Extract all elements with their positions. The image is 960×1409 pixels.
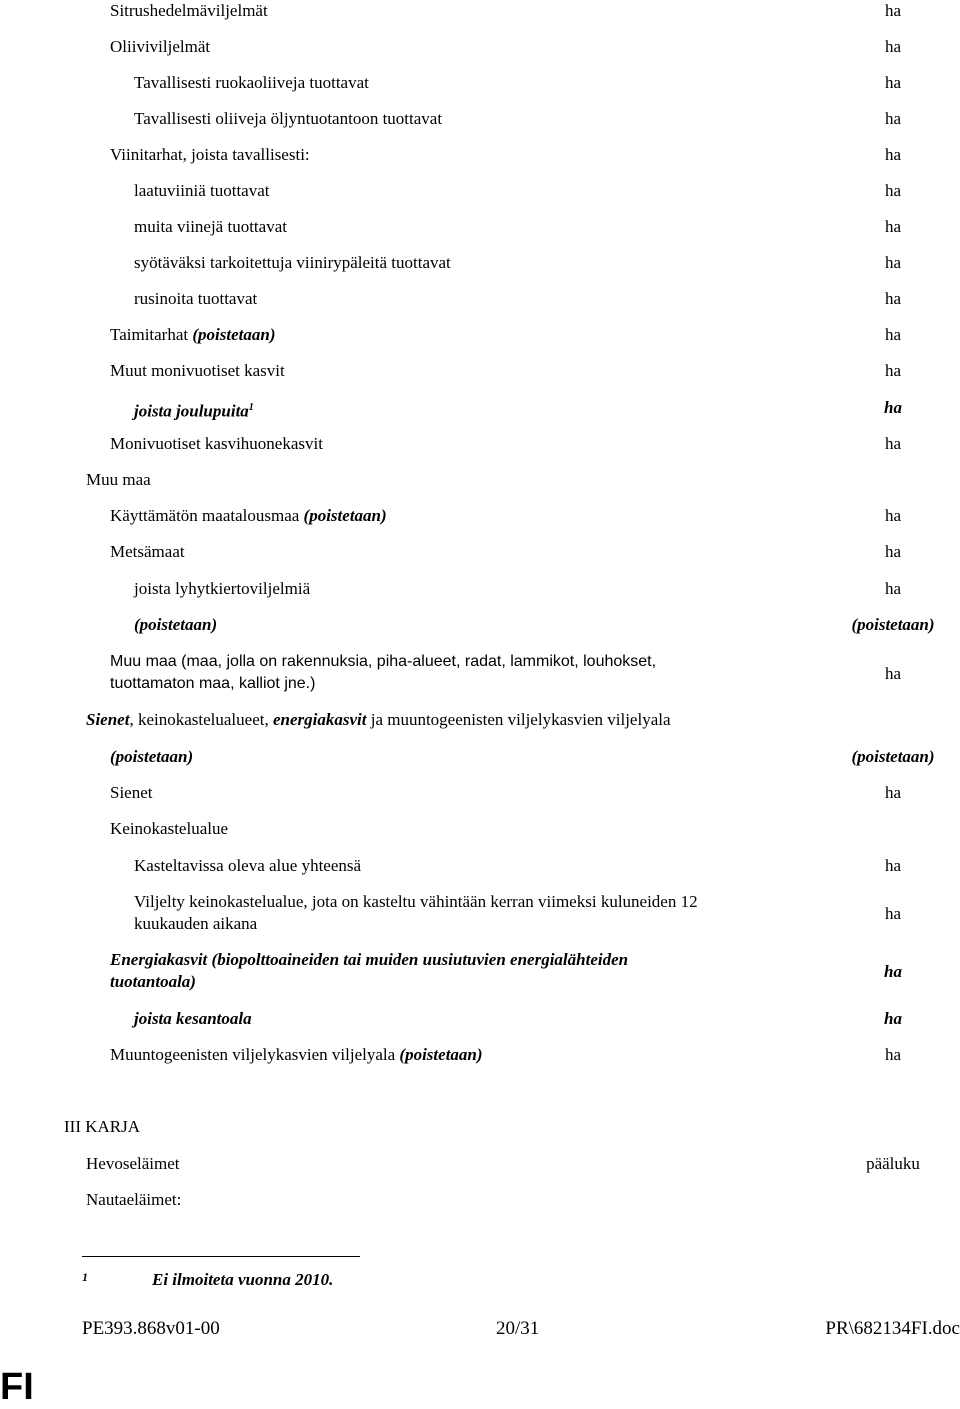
page-number: 20/31 [496, 1318, 540, 1339]
footnote-number: 1 [82, 1270, 88, 1284]
row-label: Oliiviviljelmät [110, 37, 211, 56]
group-heading [86, 709, 671, 731]
row-label: muita viinejä tuottavat [134, 217, 287, 236]
row-unit: ha [884, 253, 902, 272]
heading-part: ja muuntogeenisten viljelykasvien viljelyala [366, 710, 671, 729]
row-label-text: Muuntogeenisten viljelykasvien viljelyala [110, 1045, 396, 1064]
row-unit: ha [884, 542, 902, 561]
row-label: Muut monivuotiset kasvit [110, 361, 285, 380]
row-label [110, 1044, 483, 1066]
row-unit: ha [884, 398, 902, 417]
row-unit: pääluku [866, 1154, 920, 1173]
row-unit: ha [884, 1009, 902, 1028]
row-label: joista kesantoala [134, 1009, 252, 1028]
row-label [134, 397, 254, 423]
deleted-marker: (poistetaan) [303, 506, 387, 525]
row-unit: ha [884, 856, 902, 875]
footnote-ref: 1 [248, 402, 254, 413]
row-unit: ha [884, 434, 902, 453]
row-label: Metsämaat [110, 542, 185, 561]
row-unit: ha [884, 962, 902, 981]
footer-filename: PR\682134FI.doc [825, 1318, 960, 1339]
row-label [110, 324, 275, 346]
row-unit: ha [884, 325, 902, 344]
deleted-marker: (poistetaan) [110, 747, 194, 766]
row-unit: ha [884, 181, 902, 200]
deleted-marker: (poistetaan) [399, 1045, 483, 1064]
row-label [134, 891, 698, 935]
row-unit: ha [884, 289, 902, 308]
row-label-line1: Viljelty keinokastelualue, jota on kasteltu vähintään kerran viimeksi kuluneiden 12 [134, 892, 698, 911]
row-label: syötäväksi tarkoitettuja viinirypäleitä tuottavat [134, 253, 451, 272]
row-label-line1: Muu maa (maa, jolla on rakennuksia, piha-alueet, radat, lammikot, louhokset, [110, 653, 657, 670]
row-label-line2: kuukauden aikana [134, 914, 258, 933]
footer-reference: PE393.868v01-00 [82, 1318, 220, 1339]
row-label: Viinitarhat, joista tavallisesti: [110, 145, 310, 164]
deleted-marker: (poistetaan) [134, 615, 218, 634]
row-label: rusinoita tuottavat [134, 289, 258, 308]
language-tag: FI [0, 1366, 34, 1408]
group-heading: Muu maa [86, 470, 151, 489]
row-unit: ha [884, 361, 902, 380]
row-label-text: Käyttämätön maatalousmaa [110, 506, 300, 525]
row-label: Tavallisesti ruokaoliiveja tuottavat [134, 73, 369, 92]
row-label [110, 505, 387, 527]
row-unit: ha [884, 73, 902, 92]
row-label: Sitrushedelmäviljelmät [110, 1, 268, 20]
row-label-line2: tuotantoala) [110, 972, 196, 991]
row-label: Kasteltavissa oleva alue yhteensä [134, 856, 362, 875]
row-unit: ha [884, 1, 902, 20]
heading-part-energiakasvit: energiakasvit [272, 710, 367, 729]
row-unit: ha [884, 37, 902, 56]
row-label [110, 651, 656, 695]
row-unit: ha [884, 579, 902, 598]
row-label [110, 949, 628, 993]
row-unit: ha [884, 904, 902, 923]
row-label: joista lyhytkiertoviljelmiä [134, 579, 311, 598]
deleted-marker: (poistetaan) [851, 615, 935, 634]
footnote-separator [82, 1256, 360, 1257]
row-unit: ha [884, 109, 902, 128]
footnote-text: Ei ilmoiteta vuonna 2010. [152, 1270, 334, 1289]
section-heading: III KARJA [64, 1117, 141, 1136]
row-unit: ha [884, 145, 902, 164]
heading-part-sienet: Sienet [86, 710, 130, 729]
row-unit: ha [884, 1045, 902, 1064]
row-label: Nautaeläimet: [86, 1190, 182, 1209]
row-label-text: joista joulupuita [134, 401, 249, 421]
row-label: Tavallisesti oliiveja öljyntuotantoon tuottavat [134, 109, 443, 128]
deleted-marker: (poistetaan) [192, 325, 276, 344]
row-unit: ha [884, 217, 902, 236]
row-label: laatuviiniä tuottavat [134, 181, 270, 200]
row-label: Sienet [110, 783, 153, 802]
row-label: Monivuotiset kasvihuonekasvit [110, 434, 323, 453]
row-unit: ha [884, 664, 902, 683]
heading-part: , keinokastelualueet, [129, 710, 273, 729]
row-label: Keinokastelualue [110, 819, 229, 838]
row-label-text: Taimitarhat [110, 325, 189, 344]
row-label: Hevoseläimet [86, 1154, 180, 1173]
deleted-marker: (poistetaan) [851, 747, 935, 766]
row-unit: ha [884, 783, 902, 802]
row-label-line1: Energiakasvit (biopolttoaineiden tai muiden uusiutuvien energialähteiden [110, 950, 629, 969]
row-label-line2: tuottamaton maa, kalliot jne.) [110, 675, 316, 692]
row-unit: ha [884, 506, 902, 525]
